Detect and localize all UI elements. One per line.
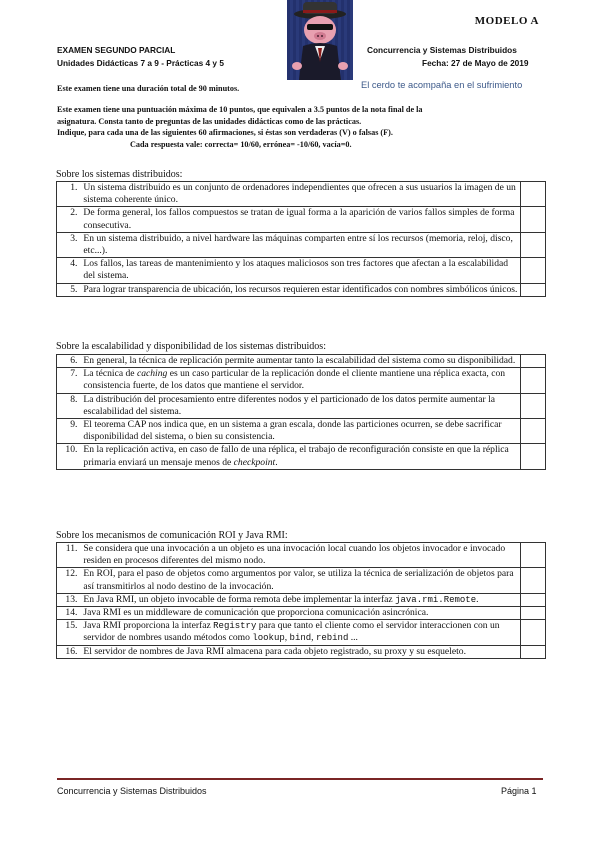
- duration-note: Este examen tiene una duración total de 90 minutos.: [57, 84, 240, 93]
- question-text: En Java RMI, un objeto invocable de forma remota debe implementar la interfaz java.rmi.Remote.: [81, 593, 520, 606]
- question-row: [57, 419, 546, 444]
- question-number: 15.: [57, 620, 82, 645]
- question-number: 4.: [57, 258, 82, 283]
- answer-cell[interactable]: [520, 232, 545, 257]
- question-text: En la replicación activa, en caso de fallo de una réplica, el trabajo de reconfiguración consiste en que la réplica primaria enviará un mensaje menos de checkpoint.: [81, 444, 520, 469]
- question-row: [57, 368, 546, 393]
- question-number: 3.: [57, 232, 82, 257]
- units-label: Unidades Didácticas 7 a 9 - Prácticas 4 y 5: [57, 58, 224, 68]
- question-number: 6.: [57, 355, 82, 368]
- exam-date: Fecha: 27 de Mayo de 2019: [422, 58, 529, 68]
- question-row: [57, 444, 546, 469]
- footer-rule: [57, 778, 543, 780]
- question-number: 16.: [57, 645, 82, 658]
- question-text: La técnica de caching es un caso particular de la replicación donde el cliente mantiene una réplica exacta, con consistencia fuerte, de los datos que mantiene el servidor.: [81, 368, 520, 393]
- questions-table-3: [56, 542, 546, 659]
- intro-line-2: asignatura. Consta tanto de preguntas de las unidades didácticas como de las prácticas.: [57, 116, 362, 126]
- question-number: 12.: [57, 568, 82, 593]
- question-row: [57, 232, 546, 257]
- question-text: De forma general, los fallos compuestos se tratan de igual forma a la aparición de varios fallos simples de forma consecutiva.: [81, 207, 520, 232]
- question-number: 7.: [57, 368, 82, 393]
- question-number: 8.: [57, 393, 82, 418]
- intro-line-1: Este examen tiene una puntuación máxima de 10 puntos, que equivalen a 3.5 puntos de la nota final de la: [57, 105, 423, 114]
- answer-cell[interactable]: [520, 620, 545, 645]
- intro-line-4: Cada respuesta vale: correcta= 10/60, errónea= -10/60, vacía=0.: [130, 139, 352, 149]
- intro-line-3: Indique, para cada una de las siguientes 60 afirmaciones, si éstas son verdaderas (V) o falsas (F).: [57, 128, 393, 137]
- question-text: El servidor de nombres de Java RMI almacena para cada objeto registrado, su proxy y su esqueleto.: [81, 645, 520, 658]
- question-number: 13.: [57, 593, 82, 606]
- question-row: [57, 207, 546, 232]
- answer-cell[interactable]: [520, 368, 545, 393]
- question-row: [57, 620, 546, 645]
- question-text: Para lograr transparencia de ubicación, los recursos requieren estar identificados con nombres simbólicos únicos.: [81, 283, 520, 296]
- question-number: 11.: [57, 543, 82, 568]
- question-text: En un sistema distribuido, a nivel hardware las máquinas comparten entre sí los recursos (memoria, reloj, disco, etc...).: [81, 232, 520, 257]
- question-row: [57, 258, 546, 283]
- answer-cell[interactable]: [520, 355, 545, 368]
- answer-cell[interactable]: [520, 393, 545, 418]
- questions-table-1: [56, 181, 546, 297]
- page-number: Página 1: [501, 786, 537, 796]
- question-text: En ROI, para el paso de objetos como argumentos por valor, se utiliza la técnica de serialización de objetos para así transmitirlos al nodo destino de la invocación.: [81, 568, 520, 593]
- footer-course: Concurrencia y Sistemas Distribuidos: [57, 786, 207, 796]
- answer-cell[interactable]: [520, 593, 545, 606]
- question-text: Java RMI proporciona la interfaz Registry para que tanto el cliente como el servidor interaccionen con un servidor de nombres usando métodos como lookup, bind, rebind ...: [81, 620, 520, 645]
- answer-cell[interactable]: [520, 543, 545, 568]
- question-row: [57, 593, 546, 606]
- question-number: 10.: [57, 444, 82, 469]
- question-text: Se considera que una invocación a un objeto es una invocación local cuando los objetos invocador e invocado residen en procesos diferentes del mismo nodo.: [81, 543, 520, 568]
- question-row: [57, 645, 546, 658]
- section-title-1: Sobre los sistemas distribuidos:: [56, 169, 183, 180]
- answer-cell[interactable]: [520, 645, 545, 658]
- question-number: 14.: [57, 607, 82, 620]
- answer-cell[interactable]: [520, 182, 545, 207]
- question-text: La distribución del procesamiento entre diferentes nodos y el particionado de los datos permite aumentar la escalabilidad del sistema.: [81, 393, 520, 418]
- question-row: [57, 568, 546, 593]
- answer-cell[interactable]: [520, 283, 545, 296]
- question-row: [57, 182, 546, 207]
- intro-block: [57, 104, 547, 150]
- question-row: [57, 283, 546, 296]
- pig-mascot-image: [287, 0, 353, 80]
- question-text: En general, la técnica de replicación permite aumentar tanto la escalabilidad del sistema como su disponibilidad.: [81, 355, 520, 368]
- question-text: Java RMI es un middleware de comunicación que proporciona comunicación asincrónica.: [81, 607, 520, 620]
- answer-cell[interactable]: [520, 607, 545, 620]
- question-row: [57, 393, 546, 418]
- section-title-3: Sobre los mecanismos de comunicación ROI y Java RMI:: [56, 530, 288, 541]
- model-label: MODELO A: [474, 15, 539, 27]
- answer-cell[interactable]: [520, 258, 545, 283]
- question-text: Un sistema distribuido es un conjunto de ordenadores independientes que ofrecen a sus usuarios la imagen de un sistema coherente único.: [81, 182, 520, 207]
- questions-table-2: [56, 354, 546, 470]
- question-text: El teorema CAP nos indica que, en un sistema a gran escala, donde las particiones ocurren, se debe sacrificar disponibilidad del sistema, o bien su consistencia.: [81, 419, 520, 444]
- answer-cell[interactable]: [520, 419, 545, 444]
- motto: El cerdo te acompaña en el sufrimiento: [361, 80, 523, 90]
- exam-title: EXAMEN SEGUNDO PARCIAL: [57, 45, 176, 55]
- question-number: 9.: [57, 419, 82, 444]
- question-number: 1.: [57, 182, 82, 207]
- answer-cell[interactable]: [520, 568, 545, 593]
- question-row: [57, 607, 546, 620]
- question-number: 5.: [57, 283, 82, 296]
- question-row: [57, 355, 546, 368]
- question-number: 2.: [57, 207, 82, 232]
- course-name: Concurrencia y Sistemas Distribuidos: [367, 45, 517, 55]
- question-text: Los fallos, las tareas de mantenimiento y los ataques maliciosos son tres factores que afectan a la escalabilidad del sistema.: [81, 258, 520, 283]
- answer-cell[interactable]: [520, 444, 545, 469]
- section-title-2: Sobre la escalabilidad y disponibilidad de los sistemas distribuidos:: [56, 341, 326, 352]
- question-row: [57, 543, 546, 568]
- answer-cell[interactable]: [520, 207, 545, 232]
